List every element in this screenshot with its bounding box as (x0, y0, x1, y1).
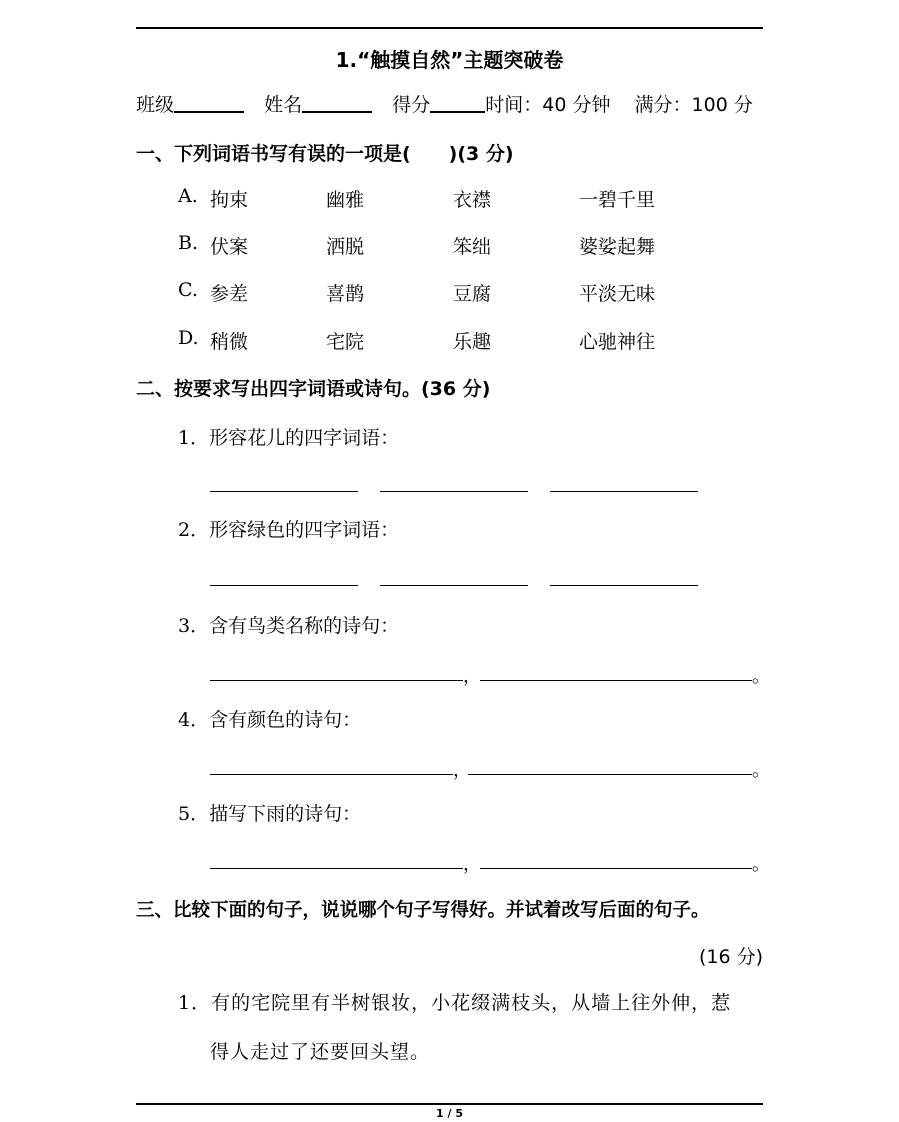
question-label: 2．形容绿色的四字词语： (178, 519, 400, 541)
section3-q1-line2: 得人走过了还要回头望。 (210, 1041, 431, 1063)
option-letter: D. (178, 327, 199, 349)
page-title: 1.“触摸自然”主题突破卷 (335, 48, 564, 72)
comma-mark: ， (463, 666, 481, 687)
time-label: 时间：40 分钟 (485, 94, 611, 116)
name-label: 姓名 (264, 94, 303, 116)
name-field[interactable] (302, 93, 372, 113)
answer-line[interactable] (210, 868, 463, 869)
section3-score: (16 分) (698, 946, 763, 968)
option-word: 喜鹊 (326, 283, 365, 305)
option-word: 宅院 (326, 331, 365, 353)
option-word: 幽雅 (326, 189, 365, 211)
answer-line[interactable] (210, 491, 358, 492)
class-label: 班级 (136, 94, 175, 116)
option-letter: C. (178, 279, 198, 301)
answer-line[interactable] (380, 491, 528, 492)
section3-heading: 三、比较下面的句子，说说哪个句子写得好。并试着改写后面的句子。 (136, 900, 710, 921)
answer-line[interactable] (380, 585, 528, 586)
question-label: 5．描写下雨的诗句： (178, 803, 362, 825)
option-word: 洒脱 (326, 236, 365, 258)
option-word: 心驰神往 (579, 331, 656, 353)
option-word: 参差 (210, 283, 249, 305)
student-info-row (136, 90, 753, 117)
option-word: 笨绌 (453, 236, 492, 258)
section3-q1-line1: 1．有的宅院里有半树银妆，小花缀满枝头，从墙上往外伸，惹 (178, 992, 732, 1014)
option-word: 一碧千里 (579, 189, 656, 211)
option-word: 拘束 (210, 189, 249, 211)
period-mark: 。 (752, 854, 770, 875)
comma-mark: ， (463, 854, 481, 875)
section1-heading: 一、下列词语书写有误的一项是( )(3 分) (136, 143, 514, 165)
score-label: 得分 (392, 94, 431, 116)
answer-line[interactable] (550, 585, 698, 586)
answer-line[interactable] (210, 774, 453, 775)
answer-line[interactable] (550, 491, 698, 492)
answer-line[interactable] (480, 868, 752, 869)
score-field[interactable] (430, 93, 485, 113)
header-rule (136, 27, 763, 29)
option-word: 伏案 (210, 236, 249, 258)
option-word: 平淡无味 (579, 283, 656, 305)
answer-line[interactable] (480, 680, 752, 681)
class-field[interactable] (174, 93, 244, 113)
comma-mark: ， (453, 760, 471, 781)
option-letter: B. (178, 232, 199, 254)
period-mark: 。 (752, 666, 770, 687)
option-word: 婆娑起舞 (579, 236, 656, 258)
footer-rule (136, 1103, 763, 1105)
question-label: 4．含有颜色的诗句： (178, 709, 362, 731)
option-word: 乐趣 (453, 331, 492, 353)
answer-line[interactable] (210, 680, 463, 681)
option-word: 稍微 (210, 331, 249, 353)
option-word: 豆腐 (453, 283, 492, 305)
page-number: 1 / 5 (436, 1107, 463, 1120)
option-letter: A. (178, 185, 198, 207)
question-label: 1．形容花儿的四字词语： (178, 427, 400, 449)
full-score-label: 满分：100 分 (634, 94, 753, 116)
answer-line[interactable] (468, 774, 752, 775)
period-mark: 。 (752, 760, 770, 781)
question-label: 3．含有鸟类名称的诗句： (178, 615, 400, 637)
option-word: 衣襟 (453, 189, 492, 211)
answer-line[interactable] (210, 585, 358, 586)
section2-heading: 二、按要求写出四字词语或诗句。(36 分) (136, 378, 491, 400)
